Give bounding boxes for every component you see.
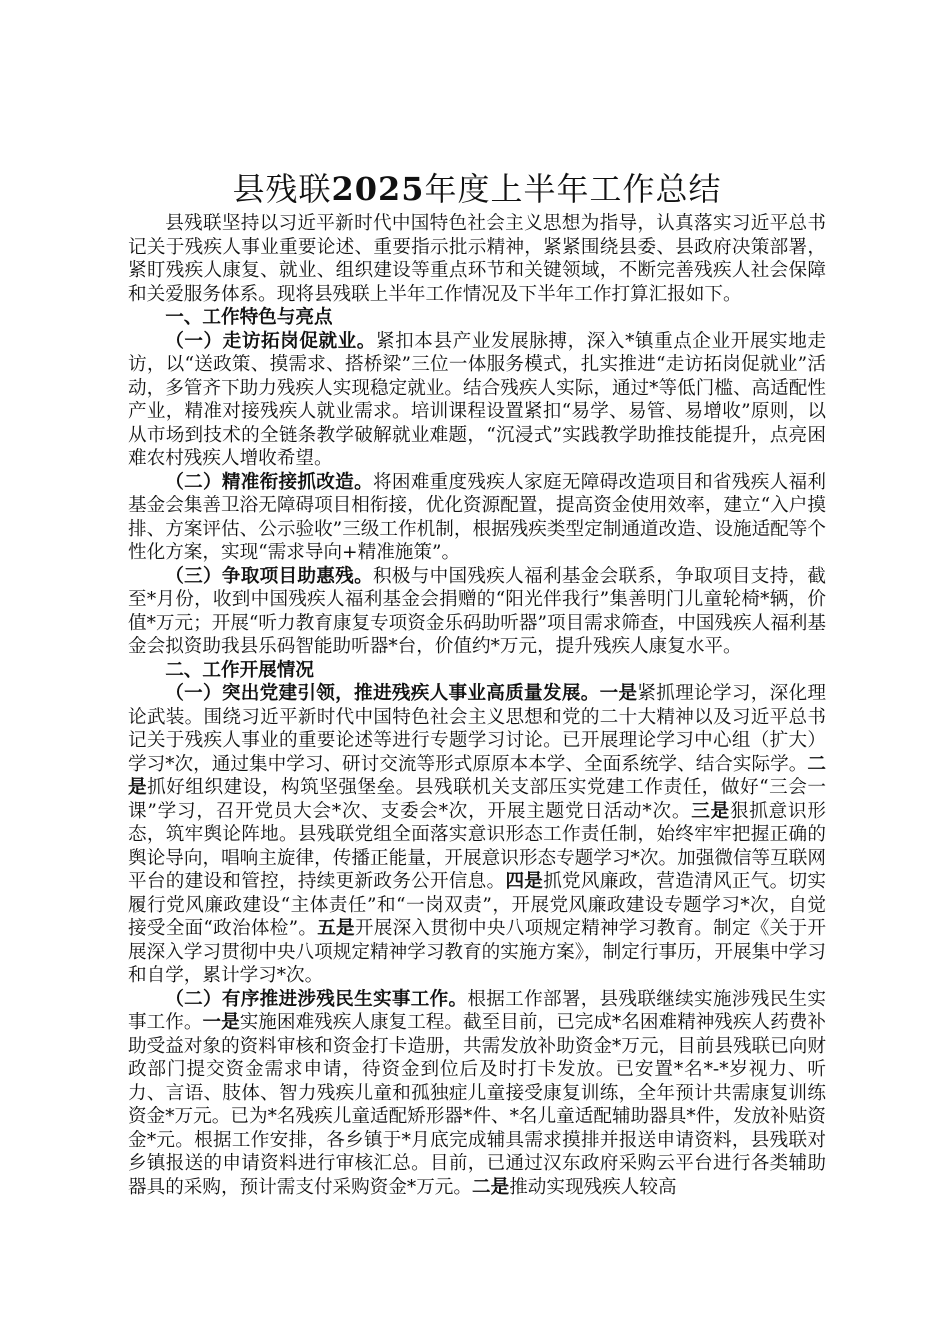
title-prefix: 县残联 <box>232 170 332 208</box>
point-text: 狠抓意识形态，筑牢舆论阵地。县残联党组全面落实意识形态工作责任制，始终牢牢把握正确的舆论导向，唱响主旋律，传播正能量，开展意识形态专题学习*次。加强微信等互联网平台的建设和管控，持续更新政务公开信息。 <box>128 800 826 892</box>
point-marker: 二是 <box>128 753 826 798</box>
section2-item-2 <box>128 988 826 1200</box>
point-text: 实施困难残疾人康复工程。截至目前，已完成*名困难精神残疾人药费补助受益对象的资料审核和资金打卡造册，共需发放补助资金*万元，目前县残联已向财政部门提交资金需求申请，待资金到位后及时打卡发放。已安置*名*-*岁视力、听力、言语、肢体、智力残疾儿童和孤独症儿童接受康复训练，全年预计共需康复训练资金*万元。已为*名残疾儿童适配矫形器*件、*名儿童适配辅助器具*件，发放补贴资金*元。根据工作安排，各乡镇于*月底完成辅具需求摸排并报送申请资料，县残联对乡镇报送的申请资料进行审核汇总。目前，已通过汉东政府采购云平台进行各类辅助器具的采购，预计需支付采购资金*万元。 <box>128 1012 826 1198</box>
title-year: 2025 <box>331 170 425 208</box>
point-text: 抓党风廉政，营造清风正气。切实履行党风廉政建设“主体责任”和“一岗双责”，开展党风廉政建设专题学习*次，自觉接受全面“政治体检”。 <box>128 871 826 939</box>
section1-item-1-lead: （一）走访拓岗促就业。 <box>165 330 376 352</box>
point-text: 紧抓理论学习，深化理论武装。围绕习近平新时代中国特色社会主义思想和党的二十大精神以及习近平总书记关于残疾人事业的重要论述等进行专题学习讨论。已开展理论学习中心组（扩大）学习*次，通过集中学习、研讨交流等形式原原本本学、全面系统学、结合实际学。 <box>128 683 826 775</box>
section1-item-1-text: 紧扣本县产业发展脉搏，深入*镇重点企业开展实地走访，以“送政策、摸需求、搭桥梁”三位一体服务模式，扎实推进“走访拓岗促就业”活动，多管齐下助力残疾人实现稳定就业。结合残疾人实际，通过*等低门槛、高适配性产业，精准对接残疾人就业需求。培训课程设置紧扣“易学、易管、易增收”原则，以从市场到技术的全链条教学破解就业难题，“沉浸式”实践教学助推技能提升，点亮困难农村残疾人增收希望。 <box>128 330 826 469</box>
point-text: 开展深入贯彻中央八项规定精神学习教育。制定《关于开展深入学习贯彻中央八项规定精神学习教育的实施方案》，制定行事历，开展集中学习和自学，累计学习*次。 <box>128 918 826 986</box>
point-text: 推动实现残疾人较高 <box>509 1176 677 1198</box>
section1-item-3-text: 积极与中国残疾人福利基金会联系，争取项目支持，截至*月份，收到中国残疾人福利基金会捐赠的“阳光伴我行”集善明门儿童轮椅*辆，价值*万元；开展“听力教育康复专项资金乐码助听器”项目需求筛查，中国残疾人福利基金会拟资助我县乐码智能助听器*台，价值约*万元，提升残疾人康复水平。 <box>128 565 826 657</box>
section1-item-2 <box>128 471 826 565</box>
section1-item-3 <box>128 565 826 659</box>
section1-item-2-lead: （二）精准衔接抓改造。 <box>165 471 373 493</box>
point-marker: 一是 <box>599 683 638 704</box>
document-title <box>128 168 826 210</box>
title-suffix: 年度上半年工作总结 <box>424 170 722 208</box>
point-marker: 一是 <box>202 1012 240 1033</box>
section1-item-1 <box>128 330 826 471</box>
section2-item-2-intro: 根据工作部署，县残联继续实施涉残民生实事工作。 <box>128 988 826 1033</box>
section2-item-1-lead: （一）突出党建引领，推进残疾人事业高质量发展。 <box>165 683 600 704</box>
section1-heading: 一、工作特色与亮点 <box>165 307 333 328</box>
section1-item-2-text: 将困难重度残疾人家庭无障碍改造项目和省残疾人福利基金会集善卫浴无障碍项目相衔接，优化资源配置，提高资金使用效率，建立“入户摸排、方案评估、公示验收”三级工作机制，根据残疾类型定制通道改造、设施适配等个性化方案，实现“需求导向+精准施策”。 <box>128 471 826 563</box>
document-page <box>128 168 826 1199</box>
section2-heading: 二、工作开展情况 <box>165 659 314 681</box>
section2-item-1 <box>128 682 826 988</box>
point-text: 抓好组织建设，构筑坚强堡垒。县残联机关支部压实党建工作责任，做好“三会一课”学习，召开党员大会*次、支委会*次，开展主题党日活动*次。 <box>128 777 826 822</box>
intro-paragraph: 县残联坚持以习近平新时代中国特色社会主义思想为指导，认真落实习近平总书记关于残疾人事业重要论述、重要指示批示精神，紧紧围绕县委、县政府决策部署，紧盯残疾人康复、就业、组织建设等重点环节和关键领域，不断完善残疾人社会保障和关爱服务体系。现将县残联上半年工作情况及下半年工作打算汇报如下。 <box>128 213 826 305</box>
point-marker: 二是 <box>472 1176 510 1198</box>
point-marker: 四是 <box>505 871 544 892</box>
section2-item-2-lead: （二）有序推进涉残民生实事工作。 <box>165 988 468 1010</box>
section1-item-3-lead: （三）争取项目助惠残。 <box>165 565 373 587</box>
point-marker: 三是 <box>691 800 730 822</box>
point-marker: 五是 <box>317 918 355 939</box>
